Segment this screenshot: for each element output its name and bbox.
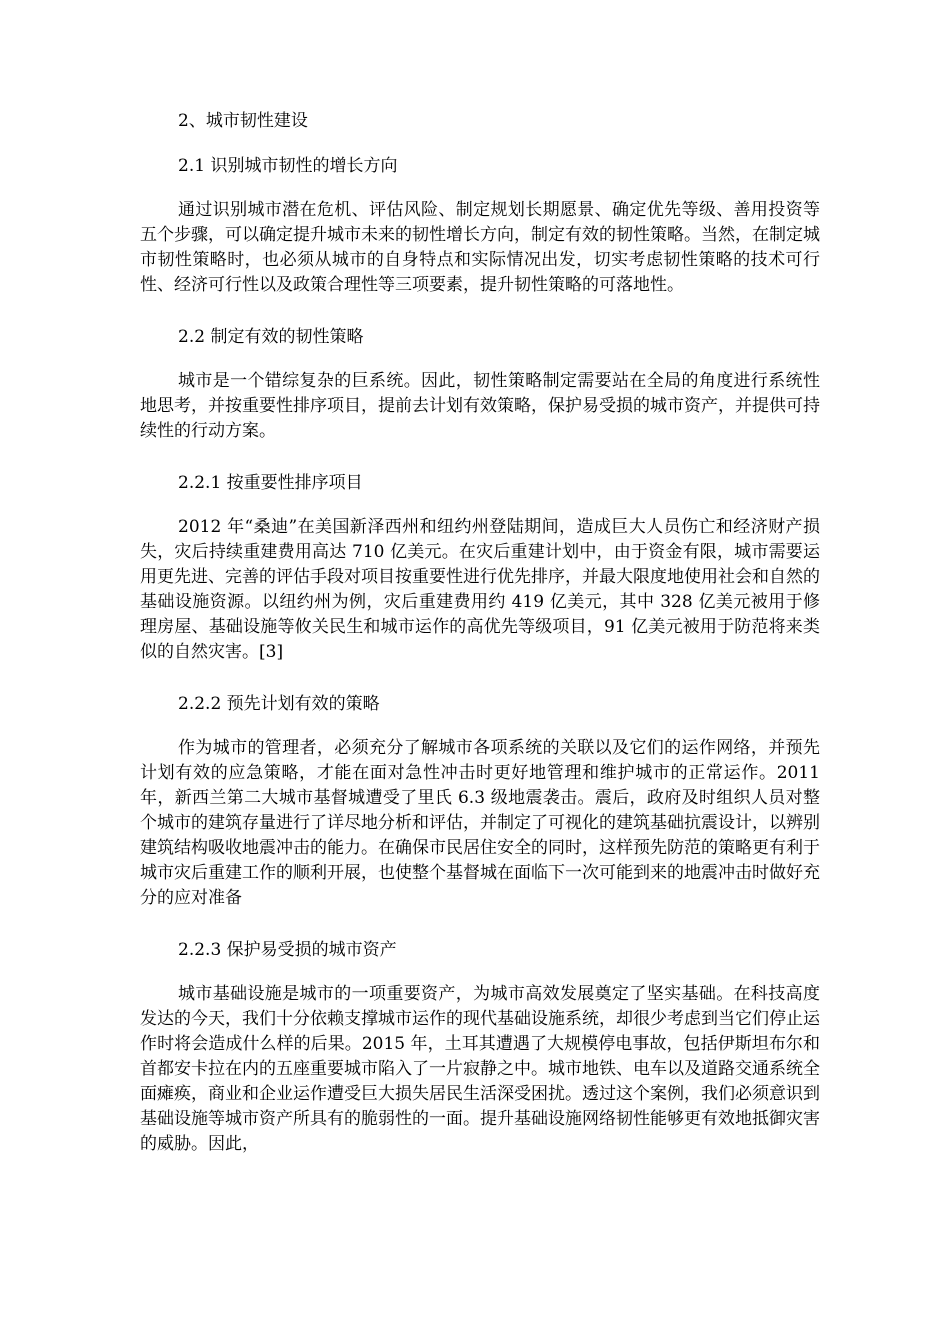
- spacer: [140, 665, 820, 691]
- subsection-title-2-2-1: 2.2.1 按重要性排序项目: [178, 473, 363, 493]
- spacer: [140, 963, 820, 982]
- spacer: [140, 444, 820, 470]
- spacer: [140, 717, 820, 736]
- subsection-title-2-2-2: 2.2.2 预先计划有效的策略: [178, 694, 380, 714]
- document-page: [140, 108, 820, 1157]
- paragraph-2-1: 通过识别城市潜在危机、评估风险、制定规划长期愿景、确定优先等级、善用投资等五个步骤，可以确定提升城市未来的韧性增长方向，制定有效的韧性策略。当然，在制定城市韧性策略时，也必须从城市的自身特点和实际情况出发，切实考虑韧性策略的技术可行性、经济可行性以及政策合理性等三项要素，提升韧性策略的可落地性。: [140, 200, 820, 295]
- spacer: [140, 496, 820, 515]
- paragraph-2-2: 城市是一个错综复杂的巨系统。因此，韧性策略制定需要站在全局的角度进行系统性地思考，并按重要性排序项目，提前去计划有效策略，保护易受损的城市资产，并提供可持续性的行动方案。: [140, 371, 820, 441]
- spacer: [140, 350, 820, 369]
- spacer: [140, 179, 820, 198]
- paragraph-2-2-2: 作为城市的管理者，必须充分了解城市各项系统的关联以及它们的运作网络，并预先计划有效的应急策略，才能在面对急性冲击时更好地管理和维护城市的正常运作。2011 年，新西兰第二大城市基督城遭受了里氏 6.3 级地震袭击。震后，政府及时组织人员对整个城市的建筑存量进行了详尽地分析和评估，并制定了可视化的建筑基础抗震设计，以辨别建筑结构吸收地震冲击的能力。在确保市民居住安全的同时，这样预先防范的策略更有利于城市灾后重建工作的顺利开展，也使整个基督城在面临下一次可能到来的地震冲击时做好充分的应对准备: [140, 738, 820, 908]
- subsection-title-2-1: 2.1 识别城市韧性的增长方向: [178, 156, 398, 176]
- spacer: [140, 298, 820, 324]
- paragraph-2-2-1: 2012 年“桑迪”在美国新泽西州和纽约州登陆期间，造成巨大人员伤亡和经济财产损失，灾后持续重建费用高达 710 亿美元。在灾后重建计划中，由于资金有限，城市需要运用更先进、完善的评估手段对项目按重要性进行优先排序，并最大限度地使用社会和自然的基础设施资源。以纽约州为例，灾后重建费用约 419 亿美元，其中 328 亿美元被用于修理房屋、基础设施等攸关民生和城市运作的高优先等级项目，91 亿美元被用于防范将来类似的自然灾害。[3]: [140, 517, 820, 662]
- paragraph-2-2-3: 城市基础设施是城市的一项重要资产，为城市高效发展奠定了坚实基础。在科技高度发达的今天，我们十分依赖支撑城市运作的现代基础设施系统，却很少考虑到当它们停止运作时将会造成什么样的后果。2015 年，土耳其遭遇了大规模停电事故，包括伊斯坦布尔和首都安卡拉在内的五座重要城市陷入了一片寂静之中。城市地铁、电车以及道路交通系统全面瘫痪，商业和企业运作遭受巨大损失居民生活深受困扰。透过这个案例，我们必须意识到基础设施等城市资产所具有的脆弱性的一面。提升基础设施网络韧性能够更有效地抵御灾害的威胁。因此，: [140, 984, 820, 1154]
- subsection-title-2-2-3: 2.2.3 保护易受损的城市资产: [178, 940, 397, 960]
- subsection-title-2-2: 2.2 制定有效的韧性策略: [178, 327, 364, 347]
- spacer: [140, 911, 820, 937]
- section-title: 2、城市韧性建设: [178, 111, 308, 131]
- spacer: [140, 134, 820, 153]
